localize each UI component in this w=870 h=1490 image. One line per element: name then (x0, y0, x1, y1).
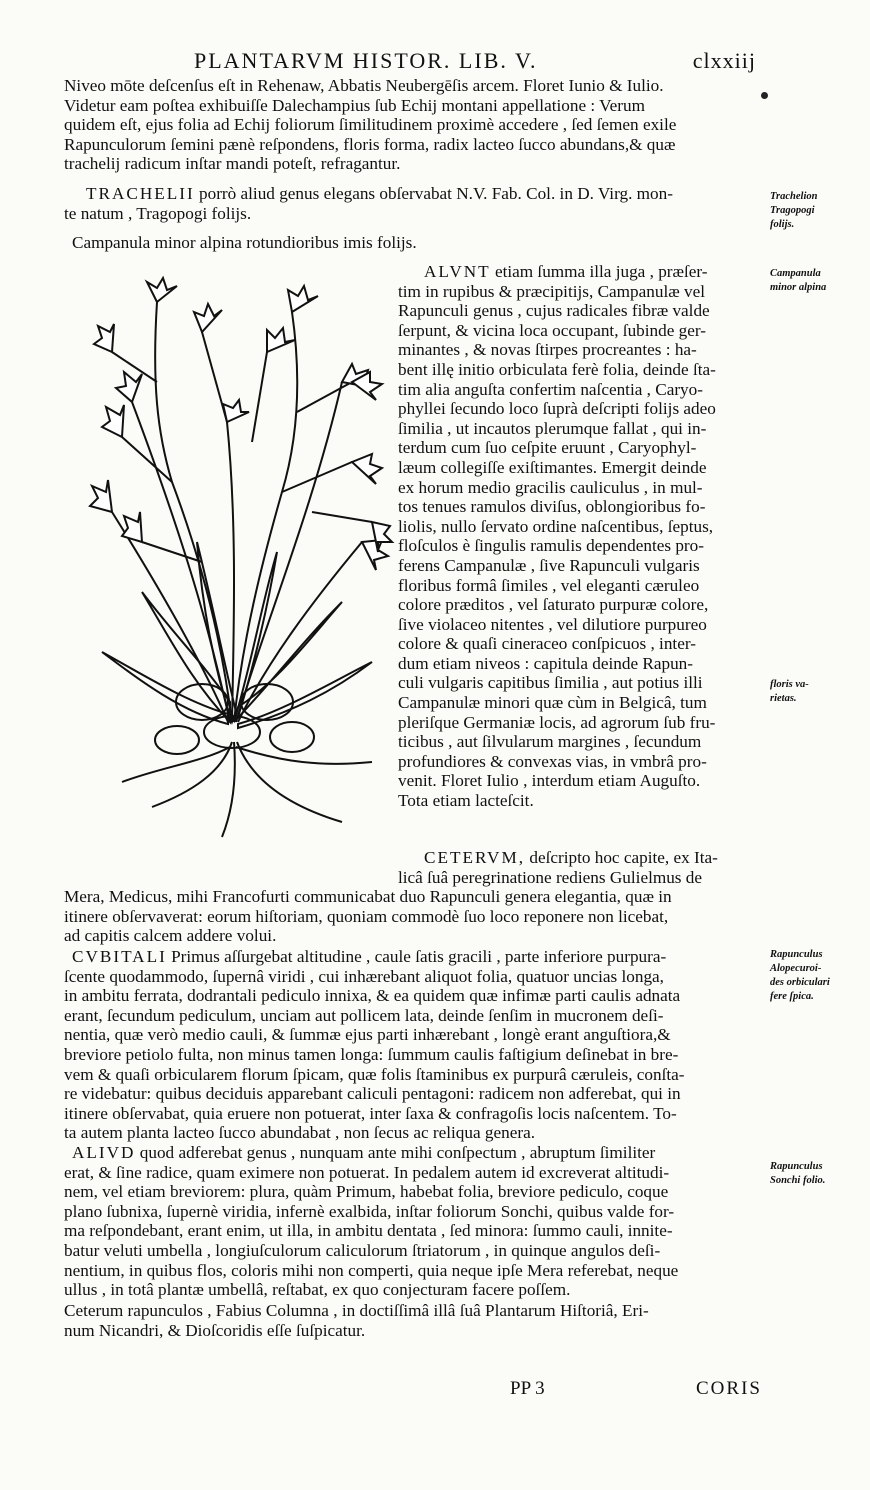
plant-branch (312, 512, 372, 522)
running-header (194, 48, 754, 74)
marginal-note-rapunculus-sonchi: Rapunculus Sonchi folio. (770, 1161, 826, 1186)
text-line: ſerpunt, & vicina loca occupant, ſubinde ger- (398, 320, 706, 340)
text-line: Niveo mōte deſcenſus eſt in Rehenaw, Abbatis Neubergēſis arcem. Floret Iunio & Iulio. (64, 76, 664, 95)
root (222, 742, 235, 837)
root (122, 747, 230, 782)
leaf (102, 652, 228, 724)
text-line: Primus aſſurgebat altitudine , caule ſatis gracili , parte inferiore purpura- (166, 947, 667, 966)
bell-flower (102, 405, 124, 437)
campanula-illustration (52, 262, 398, 842)
text-line: Mera, Medicus, mihi Francofurti communicabat duo Rapunculi genera elegantia, quæ in (64, 887, 672, 906)
plant-branch (282, 462, 352, 492)
text-line: erant, ſecundum pediculum, unciam aut pollicem lata, deinde ſenſim in mucronem deſi- (64, 1005, 664, 1025)
text-line: Rapunculi genus , cujus radicales fibræ valde (398, 301, 710, 321)
text-line: ſive violaceo nitentes , vel dilutiore purpureo (398, 614, 707, 634)
leaf (234, 552, 277, 722)
round-leaf (155, 726, 199, 754)
text-line: num Nicandri, & Dioſcoridis eſſe ſuſpicatur. (64, 1320, 366, 1340)
text-line: te natum , Tragopogi folijs. (64, 203, 252, 223)
bell-flower (288, 286, 318, 312)
text-line: floribus formâ ſimiles , vel eleganti cæruleo (398, 575, 700, 595)
text-line: quidem eſt, ejus folia ad Echij foliorum ſimilitudinem proximè accedere , ſed ſemen exile (64, 115, 677, 135)
text-line: nem, vel etiam breviorem: plura, quàm Primum, habebat folia, breviore pediculo, coque (64, 1182, 669, 1202)
bell-flower (267, 328, 295, 352)
text-line: quod adferebat genus , nunquam ante mihi conſpectum , abruptum ſimiliter (135, 1143, 656, 1162)
text-line: bent illę initio orbiculata ferè folia, deinde ſta- (398, 359, 716, 379)
page-number: clxxiij (692, 48, 756, 73)
text-line: ſcente quodammodo, ſupernâ viridi , cui inhærebant aliquot folia, quatuor uncias longa, (64, 966, 664, 986)
text-line: terdum cum ſuo ceſpite eruunt , Caryophyl- (398, 438, 697, 458)
text-line: ullus , in totâ plantæ umbellâ, reſtabat, ex quo conjecturam facere poſſem. (64, 1280, 571, 1300)
text-line: plano ſubnixa, ſupernè viridia, infernè exalbida, inſtar foliorum Sonchi, quibus valde for- (64, 1201, 675, 1221)
text-line: Campanulæ minori quæ cùm in Belgicâ, tum (398, 693, 707, 713)
text-line: ta autem planta lacteo ſucco abundabat , non ſecus ac reliqua genera. (64, 1123, 536, 1143)
paragraph-aliud (64, 1143, 764, 1300)
text-line: ex horum medio gracilis cauliculus , in mul- (398, 477, 703, 497)
text-line: profundiores & convexas vias, in vmbrâ pro- (398, 751, 707, 771)
bell-flower (362, 540, 388, 570)
paragraph-lead: CETERVM, (424, 848, 526, 867)
text-line: læum collegiſſe exiſtimantes. Emergit deinde (398, 457, 707, 477)
marginal-note-floris-varietas: floris va- rietas. (770, 679, 809, 704)
text-line: pleriſque Germaniæ locis, ad agrorum ſub fru- (398, 712, 716, 732)
paragraph-lead: ALVNT (424, 262, 491, 281)
leaf (142, 592, 230, 722)
catchword: CORIS (696, 1378, 762, 1399)
round-leaf (270, 722, 314, 752)
text-line: etiam ſumma illa juga , præſer- (490, 262, 708, 281)
text-line: venit. Floret Iulio , interdum etiam Auguſto. (398, 771, 701, 791)
text-line: re videbatur: quibus deciduis apparebant caliculi pentagoni: radicem non adferebat, qui in (64, 1084, 681, 1104)
text-line: ſimilia , ut incautos plerumque fallat , qui in- (398, 418, 707, 438)
paragraph-ceterum-start (398, 848, 758, 887)
text-line: tim in rupibus & præcipitijs, Campanulæ vel (398, 281, 705, 301)
paragraph-columna (64, 1301, 764, 1340)
plant-stem (132, 402, 230, 722)
marginal-note-campanula: Campanula minor alpina (770, 268, 827, 293)
figure-caption: Campanula minor alpina rotundioribus imis folijs. (72, 233, 417, 252)
text-line: minantes , & novas ſtirpes procreantes : ha- (398, 340, 697, 360)
paragraph-lead: ALIVD (72, 1143, 136, 1162)
text-line: ticibus , aut ſilvularum margines , ſecundum (398, 732, 702, 752)
text-line: ma reſpondebant, erant enim, ut illa, in ambitu dentata , ſed minora: ſummo cauli, innite- (64, 1221, 673, 1241)
text-line: Videtur eam poſtea exhibuiſſe Dalechampius ſub Echij montani appellatione : Verum (64, 95, 645, 115)
text-line: licâ ſuâ peregrinatione rediens Gulielmus de (398, 867, 703, 887)
bell-flower (223, 400, 249, 422)
bell-flower (194, 304, 222, 332)
text-line: colore & quaſi cineraceo conſpicuos , inter- (398, 634, 696, 654)
text-line: itinere obſervabat, quia eruere non potuerat, inter ſaxa & confragoſis locis naſcentem. To- (64, 1103, 677, 1123)
text-line: culi vulgaris capitibus ſimilia , aut potius illi (398, 673, 703, 693)
text-line: deſcripto hoc capite, ex Ita- (525, 848, 718, 867)
text-line: colore præditos , vel ſaturato purpuræ colore, (398, 595, 709, 615)
text-line: ad capitis calcem addere volui. (64, 926, 277, 946)
text-line: erat, & ſine radice, quam eximere non potuerat. In pedalem autem id excreverat altitudi- (64, 1162, 670, 1182)
text-line: batur veluti umbella , longiuſculorum caliculorum ſtriatorum , in quinque angulos deſi- (64, 1240, 661, 1260)
text-line: breviore petiolo fulta, non minus tamen longa: ſummum caulis faſtigium deſinebat in bre- (64, 1044, 679, 1064)
bell-flower (147, 278, 177, 302)
bell-flower (90, 480, 112, 512)
paragraph-habitat (64, 76, 764, 174)
root (237, 742, 342, 822)
marginal-note-rapunculus-alopecuroides: Rapunculus Alopecuroi- des orbiculari fere ſpica. (770, 949, 830, 1002)
paragraph-cubitali (64, 947, 764, 1143)
text-line: nentium, in quibus flos, coloris mihi non comperti, quia neque ipſe Mera referebat, neque (64, 1260, 679, 1280)
signature-mark: PP 3 (510, 1378, 545, 1399)
bell-flower (116, 372, 142, 402)
header-title: PLANTARVM HISTOR. LIB. V. (194, 48, 538, 73)
text-line: itinere obſervaverat: eorum hiſtoriam, quoniam commodè ſuo loco reponere non licebat, (64, 906, 669, 926)
text-line: Rapunculorum ſemini pænè reſpondens, floris forma, radix lacteo ſucco abundans,& quæ (64, 134, 676, 154)
text-line: Tota etiam lacteſcit. (398, 791, 534, 811)
text-line: ferens Campanulæ , ſive Rapunculi vulgaris (398, 555, 700, 575)
plant-branch (297, 382, 352, 412)
plant-branch (112, 352, 157, 382)
plant-branch (252, 352, 267, 442)
paragraph-trachelium (64, 184, 764, 223)
paragraph-lead: CVBITALI (72, 947, 167, 966)
paragraph-ceterum (64, 887, 764, 946)
text-line: nentia, quæ verò medio cauli, & ſummæ ejus parti inhærebant , longè erant anguſtiora,& (64, 1025, 671, 1045)
text-line: trachelij radicum inſtar mandi poteſt, refragantur. (64, 154, 401, 174)
text-line: in ambitu ferrata, dodrantali pediculo innixa, & ea quidem quæ infimæ parti caulis adnata (64, 986, 681, 1006)
text-line: tos tenues ramulos diviſus, oblongioribus fo- (398, 497, 706, 517)
text-line: vem & quaſi orbicularem florum ſpicam, quæ folis ſtaminibus ex purpurâ cæruleis, conſta- (64, 1064, 685, 1084)
text-line: tim alia anguſta confertim naſcentia , Caryo- (398, 379, 703, 399)
text-line: phyllei ſecundo loco ſuprà deſcripti folijs adeo (398, 399, 716, 419)
bell-flower (352, 454, 382, 484)
text-line: liolis, nullo ſervato ordine naſcentibus, ſeptus, (398, 516, 714, 536)
bell-flower (122, 512, 142, 542)
paragraph-lead: TRACHELII (86, 184, 195, 203)
marginal-note-trachelion: Trachelion Tragopogi folijs. (770, 191, 818, 230)
bell-flower (94, 324, 114, 352)
text-line: floſculos è ſingulis ramulis dependentes pro- (398, 536, 704, 556)
text-line: porrò aliud genus elegans obſervabat N.V. Fab. Col. in D. Virg. mon- (194, 184, 673, 203)
text-line: Ceterum rapunculos , Fabius Columna , in doctiſſimâ illâ ſuâ Plantarum Hiſtoriâ, Eri- (64, 1301, 649, 1320)
plant-stem (155, 302, 232, 722)
paragraph-campanula (398, 262, 758, 811)
text-line: dum etiam niveos : capitula deinde Rapun- (398, 653, 693, 673)
